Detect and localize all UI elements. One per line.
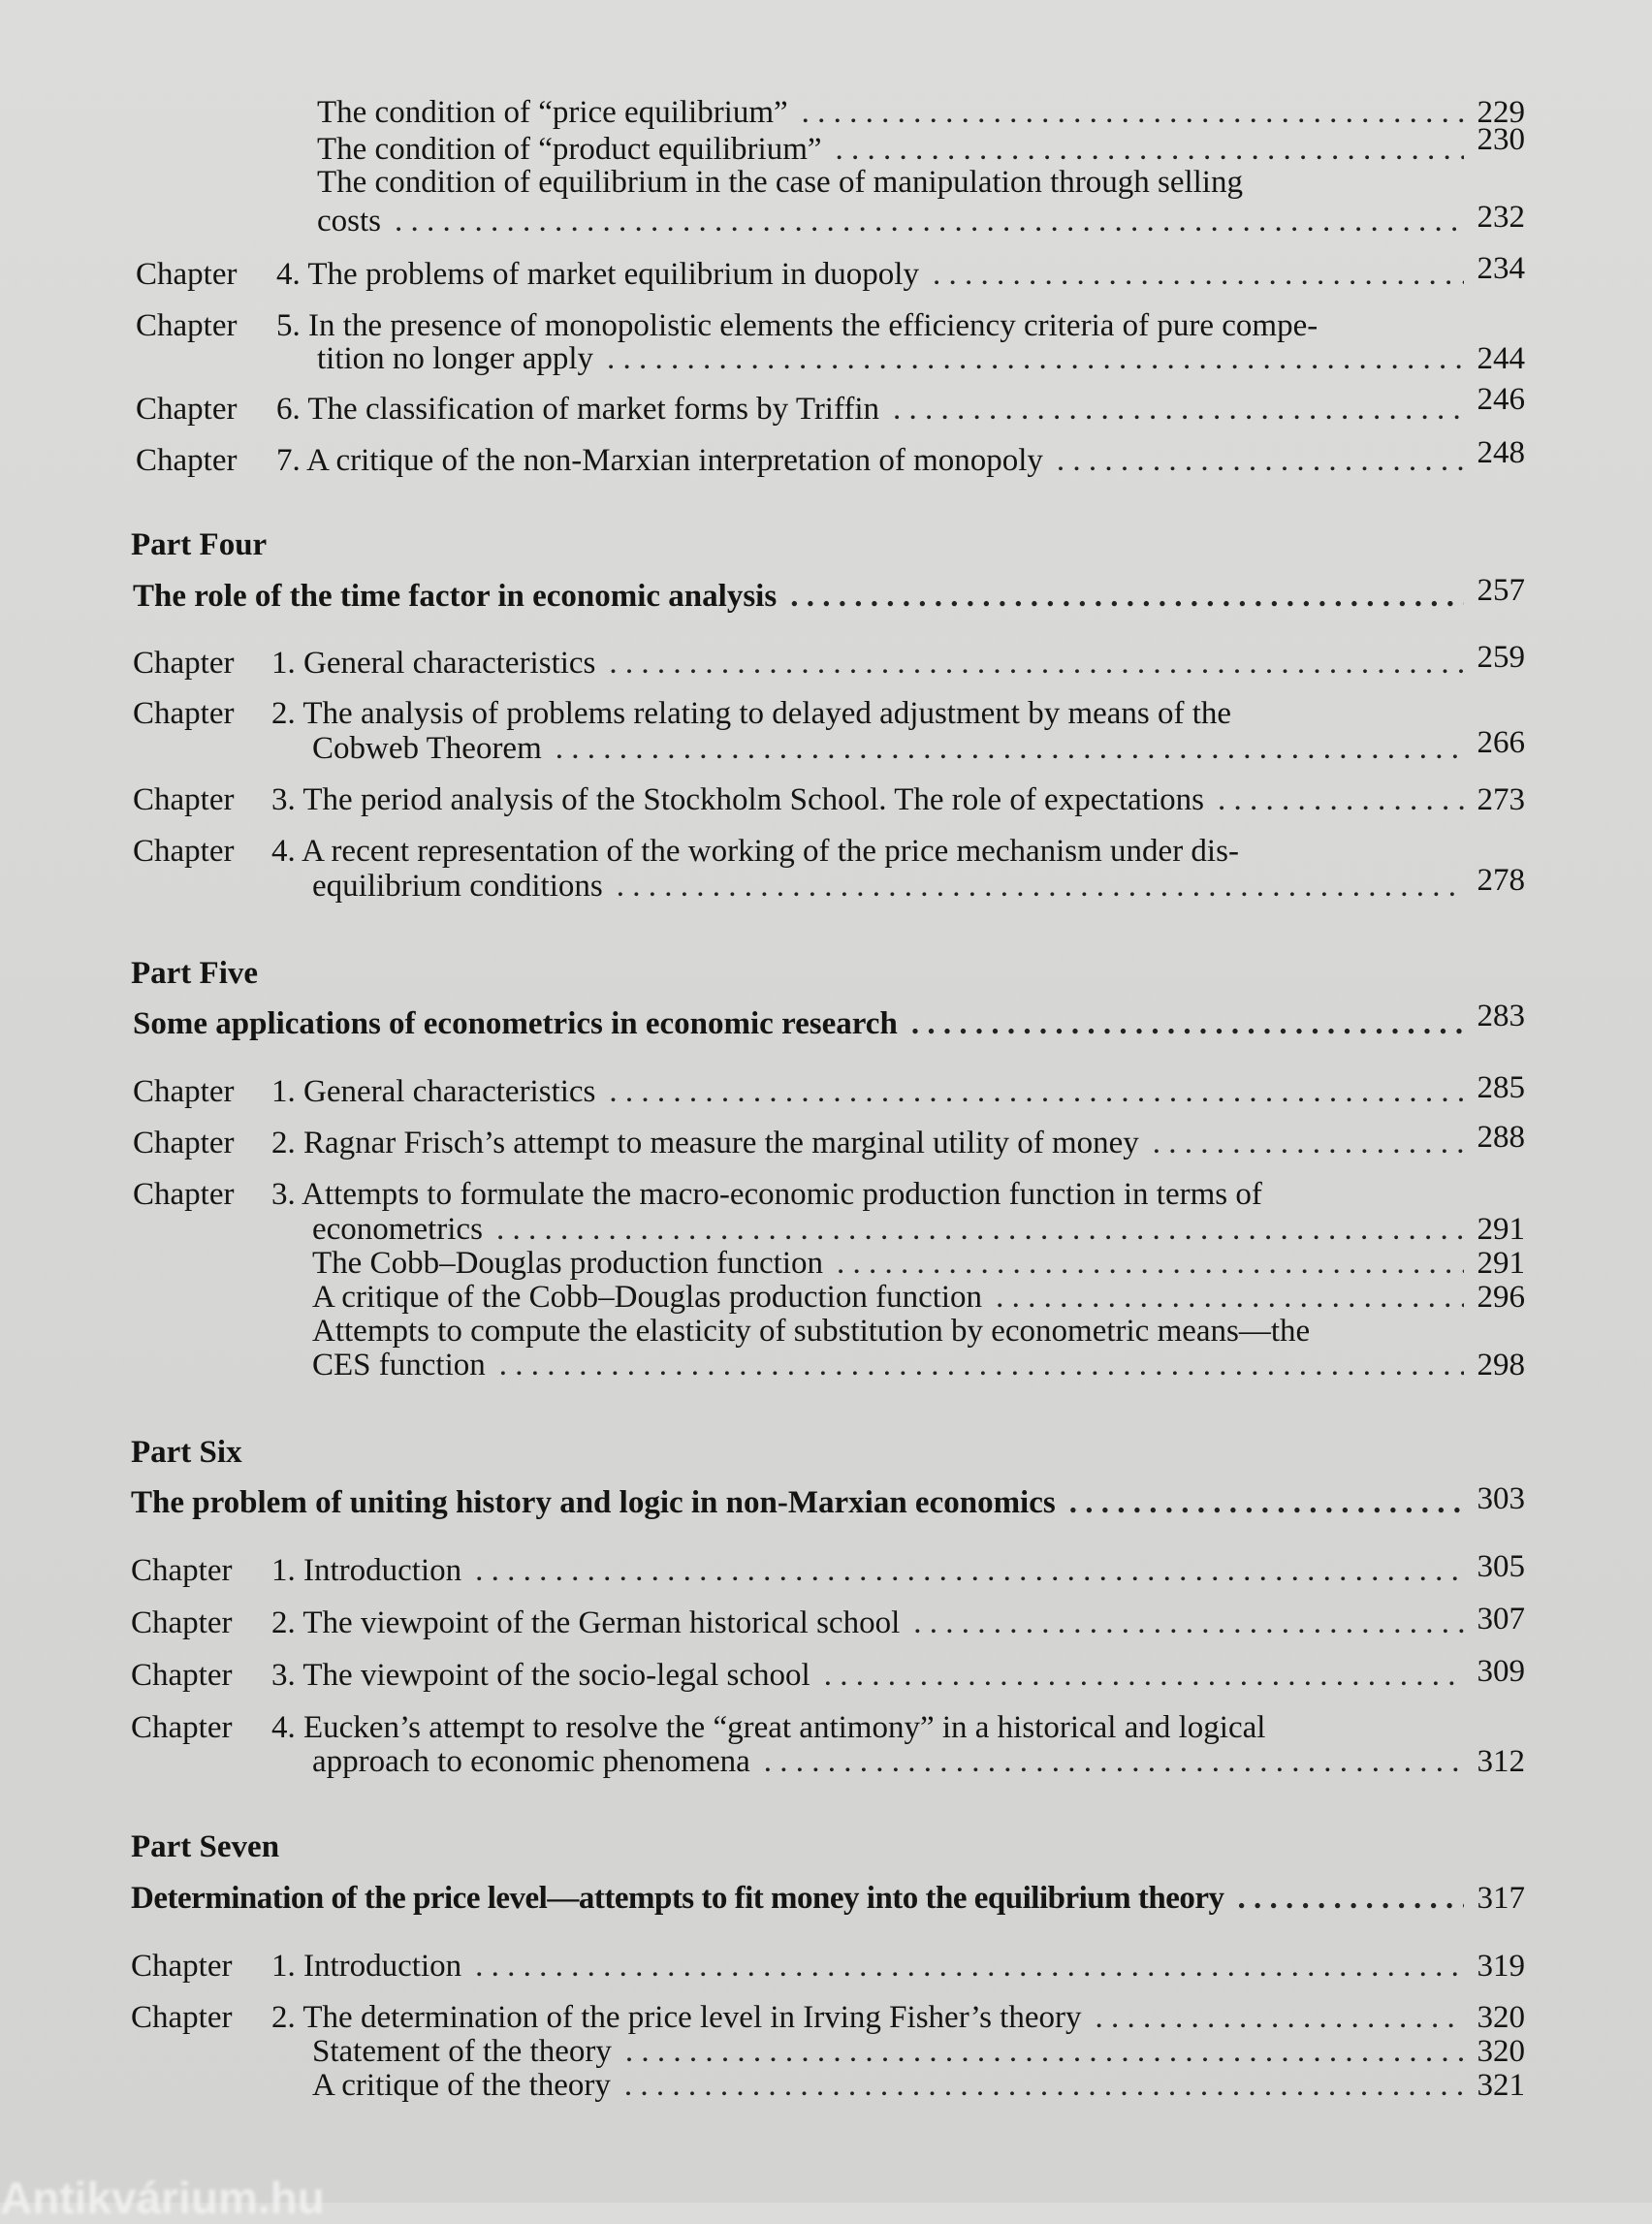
part-heading: Part Seven <box>131 1829 280 1864</box>
watermark: Antikvárium.hu <box>0 2173 325 2223</box>
entry-text: 2. The determination of the price level in Irving Fisher’s theory <box>271 2000 1082 2035</box>
page-number: 305 <box>1477 1549 1525 1584</box>
leader-dots <box>499 1346 1464 1384</box>
leader-dots <box>790 577 1464 616</box>
leader-dots <box>475 1551 1464 1590</box>
entry-text: equilibrium conditions <box>312 869 603 904</box>
leader-dots <box>395 202 1464 240</box>
part-title: Some applications of econometrics in economic research <box>133 1006 898 1041</box>
entry-text: A critique of the theory <box>312 2068 611 2103</box>
entry-text: 3. The viewpoint of the socio-legal school <box>271 1658 810 1693</box>
entry-text: The condition of “product equilibrium” <box>317 132 822 167</box>
entry-text: 1. General characteristics <box>271 646 596 681</box>
leader-dots <box>607 339 1464 378</box>
toc-entry <box>0 863 1652 905</box>
chapter-label: Chapter <box>136 392 238 427</box>
part-heading: Part Four <box>131 527 268 562</box>
leader-dots <box>1238 1879 1464 1918</box>
toc-entry-line1 <box>0 832 1652 871</box>
chapter-label: Chapter <box>133 646 235 681</box>
toc-entry <box>0 1656 1652 1695</box>
page-number: 273 <box>1477 782 1525 817</box>
page-number: 283 <box>1477 999 1525 1033</box>
leader-dots <box>475 1947 1464 1986</box>
page-number: 278 <box>1477 863 1525 898</box>
entry-text: 3. Attempts to formulate the macro-economic production function in terms of <box>271 1177 1262 1212</box>
leader-dots <box>1069 1483 1464 1522</box>
leader-dots <box>996 1278 1464 1317</box>
toc-entry <box>0 780 1652 819</box>
entry-text: 5. In the presence of monopolistic elements the efficiency criteria of pure compe- <box>276 308 1318 343</box>
entry-text: 7. A critique of the non-Marxian interpretation of monopoly <box>276 443 1043 478</box>
toc-entry <box>0 640 1652 683</box>
leader-dots <box>837 1244 1464 1283</box>
toc-entry-line1 <box>0 694 1652 733</box>
entry-text: 2. The analysis of problems relating to delayed adjustment by means of the <box>271 696 1232 731</box>
toc-entry-line1 <box>0 163 1652 202</box>
page-number: 291 <box>1477 1246 1525 1281</box>
entry-text: 1. General characteristics <box>271 1074 596 1109</box>
page-number: 291 <box>1477 1212 1525 1247</box>
entry-text: The condition of “price equilibrium” <box>317 95 788 130</box>
toc-entry <box>0 2066 1652 2105</box>
chapter-label: Chapter <box>131 1949 233 1984</box>
entry-text: 2. The viewpoint of the German historical school <box>271 1605 901 1640</box>
toc-entry <box>0 1346 1652 1384</box>
page-number: 266 <box>1477 725 1525 760</box>
toc-entry <box>0 1947 1652 1986</box>
part-heading: Part Six <box>131 1435 242 1470</box>
entry-text: Cobweb Theorem <box>312 731 542 766</box>
chapter-label: Chapter <box>131 1605 233 1640</box>
part-title: The problem of uniting history and logic in non-Marxian economics <box>131 1485 1056 1520</box>
leader-dots <box>1057 441 1464 480</box>
toc-entry-line1 <box>0 1708 1652 1747</box>
toc-entry <box>0 251 1652 294</box>
page-number: 319 <box>1477 1949 1525 1984</box>
entry-text: 1. Introduction <box>271 1553 462 1588</box>
toc-entry <box>0 435 1652 480</box>
part-heading: Part Five <box>131 956 259 991</box>
chapter-label: Chapter <box>133 834 235 869</box>
page-number: 320 <box>1477 2034 1525 2069</box>
page-number: 234 <box>1477 251 1525 286</box>
chapter-label: Chapter <box>133 1177 235 1212</box>
page-number: 232 <box>1477 200 1525 235</box>
part-title: Determination of the price level—attempts to fit money into the equilibrium theory <box>131 1881 1224 1916</box>
part-title-entry <box>0 999 1652 1043</box>
leader-dots <box>609 1072 1464 1111</box>
leader-dots <box>911 1004 1464 1043</box>
toc-entry <box>0 2032 1652 2071</box>
page-number: 244 <box>1477 341 1525 376</box>
page-number: 230 <box>1477 122 1525 157</box>
page-number: 321 <box>1477 2068 1525 2103</box>
chapter-label: Chapter <box>136 257 238 292</box>
leader-dots <box>1153 1124 1464 1162</box>
leader-dots <box>496 1210 1464 1249</box>
part-title: The role of the time factor in economic analysis <box>133 579 778 614</box>
chapter-label: Chapter <box>133 782 235 817</box>
leader-dots <box>1095 1998 1464 2037</box>
page-number: 285 <box>1477 1070 1525 1105</box>
entry-text: 2. Ragnar Frisch’s attempt to measure the marginal utility of money <box>271 1126 1139 1160</box>
entry-text: 4. The problems of market equilibrium in duopoly <box>276 257 919 292</box>
part-title-entry <box>0 1879 1652 1918</box>
entry-text: The condition of equilibrium in the case of manipulation through selling <box>317 165 1243 200</box>
part-title-entry <box>0 573 1652 616</box>
leader-dots <box>624 2066 1464 2105</box>
toc-entry-line1 <box>0 1312 1652 1350</box>
toc-entry <box>0 1210 1652 1249</box>
part-title-entry <box>0 1483 1652 1522</box>
chapter-label: Chapter <box>136 443 238 478</box>
entry-text: Attempts to compute the elasticity of substitution by econometric means—the <box>312 1314 1311 1349</box>
entry-text: costs <box>317 204 381 238</box>
page-number: 307 <box>1477 1602 1525 1636</box>
leader-dots <box>933 255 1464 294</box>
page-number: 312 <box>1477 1744 1525 1779</box>
page-number: 288 <box>1477 1120 1525 1155</box>
chapter-label: Chapter <box>133 696 235 731</box>
toc-entry <box>0 1120 1652 1162</box>
leader-dots <box>824 1656 1464 1695</box>
toc-entry <box>0 1551 1652 1590</box>
toc-entry <box>0 1998 1652 2037</box>
page-number: 320 <box>1477 2000 1525 2035</box>
entry-text: 4. A recent representation of the working of the price mechanism under dis- <box>271 834 1239 869</box>
page-number: 259 <box>1477 640 1525 675</box>
entry-text: CES function <box>312 1348 486 1382</box>
page-number: 303 <box>1477 1481 1525 1516</box>
chapter-label: Chapter <box>131 1658 233 1693</box>
toc-entry <box>0 1604 1652 1642</box>
chapter-label: Chapter <box>131 1553 233 1588</box>
entry-text: econometrics <box>312 1212 483 1247</box>
entry-text: The Cobb–Douglas production function <box>312 1246 824 1281</box>
page-number: 296 <box>1477 1280 1525 1315</box>
leader-dots <box>609 644 1464 683</box>
leader-dots <box>764 1742 1464 1781</box>
chapter-label: Chapter <box>133 1126 235 1160</box>
toc-entry <box>0 202 1652 240</box>
leader-dots <box>802 93 1464 132</box>
chapter-label: Chapter <box>131 2000 233 2035</box>
entry-text: 4. Eucken’s attempt to resolve the “great antimony” in a historical and logical <box>271 1710 1266 1745</box>
entry-text: 1. Introduction <box>271 1949 462 1984</box>
entry-text: 6. The classification of market forms by Triffin <box>276 392 880 427</box>
chapter-label: Chapter <box>136 308 238 343</box>
toc-entry <box>0 1278 1652 1317</box>
toc-entry <box>0 93 1652 132</box>
page-number: 248 <box>1477 435 1525 470</box>
toc-entry-line1 <box>0 1175 1652 1214</box>
entry-text: A critique of the Cobb–Douglas production function <box>312 1280 983 1315</box>
leader-dots <box>893 390 1464 429</box>
entry-text: Statement of the theory <box>312 2034 612 2069</box>
toc-entry <box>0 382 1652 429</box>
chapter-label: Chapter <box>133 1074 235 1109</box>
page-number: 317 <box>1477 1881 1525 1916</box>
page-number: 246 <box>1477 382 1525 417</box>
leader-dots <box>1218 780 1464 819</box>
leader-dots <box>625 2032 1464 2071</box>
toc-entry <box>0 1244 1652 1283</box>
page-number: 257 <box>1477 573 1525 608</box>
leader-dots <box>617 867 1464 905</box>
entry-text: approach to economic phenomena <box>312 1744 750 1779</box>
toc-entry <box>0 339 1652 378</box>
toc-entry <box>0 1072 1652 1111</box>
chapter-label: Chapter <box>131 1710 233 1745</box>
page-number: 309 <box>1477 1654 1525 1689</box>
leader-dots <box>913 1604 1464 1642</box>
page-number: 229 <box>1477 95 1525 130</box>
toc-entry <box>0 725 1652 768</box>
entry-text: tition no longer apply <box>317 341 594 376</box>
leader-dots <box>556 729 1464 768</box>
toc-entry <box>0 1742 1652 1781</box>
entry-text: 3. The period analysis of the Stockholm School. The role of expectations <box>271 782 1204 817</box>
page-number: 298 <box>1477 1348 1525 1382</box>
